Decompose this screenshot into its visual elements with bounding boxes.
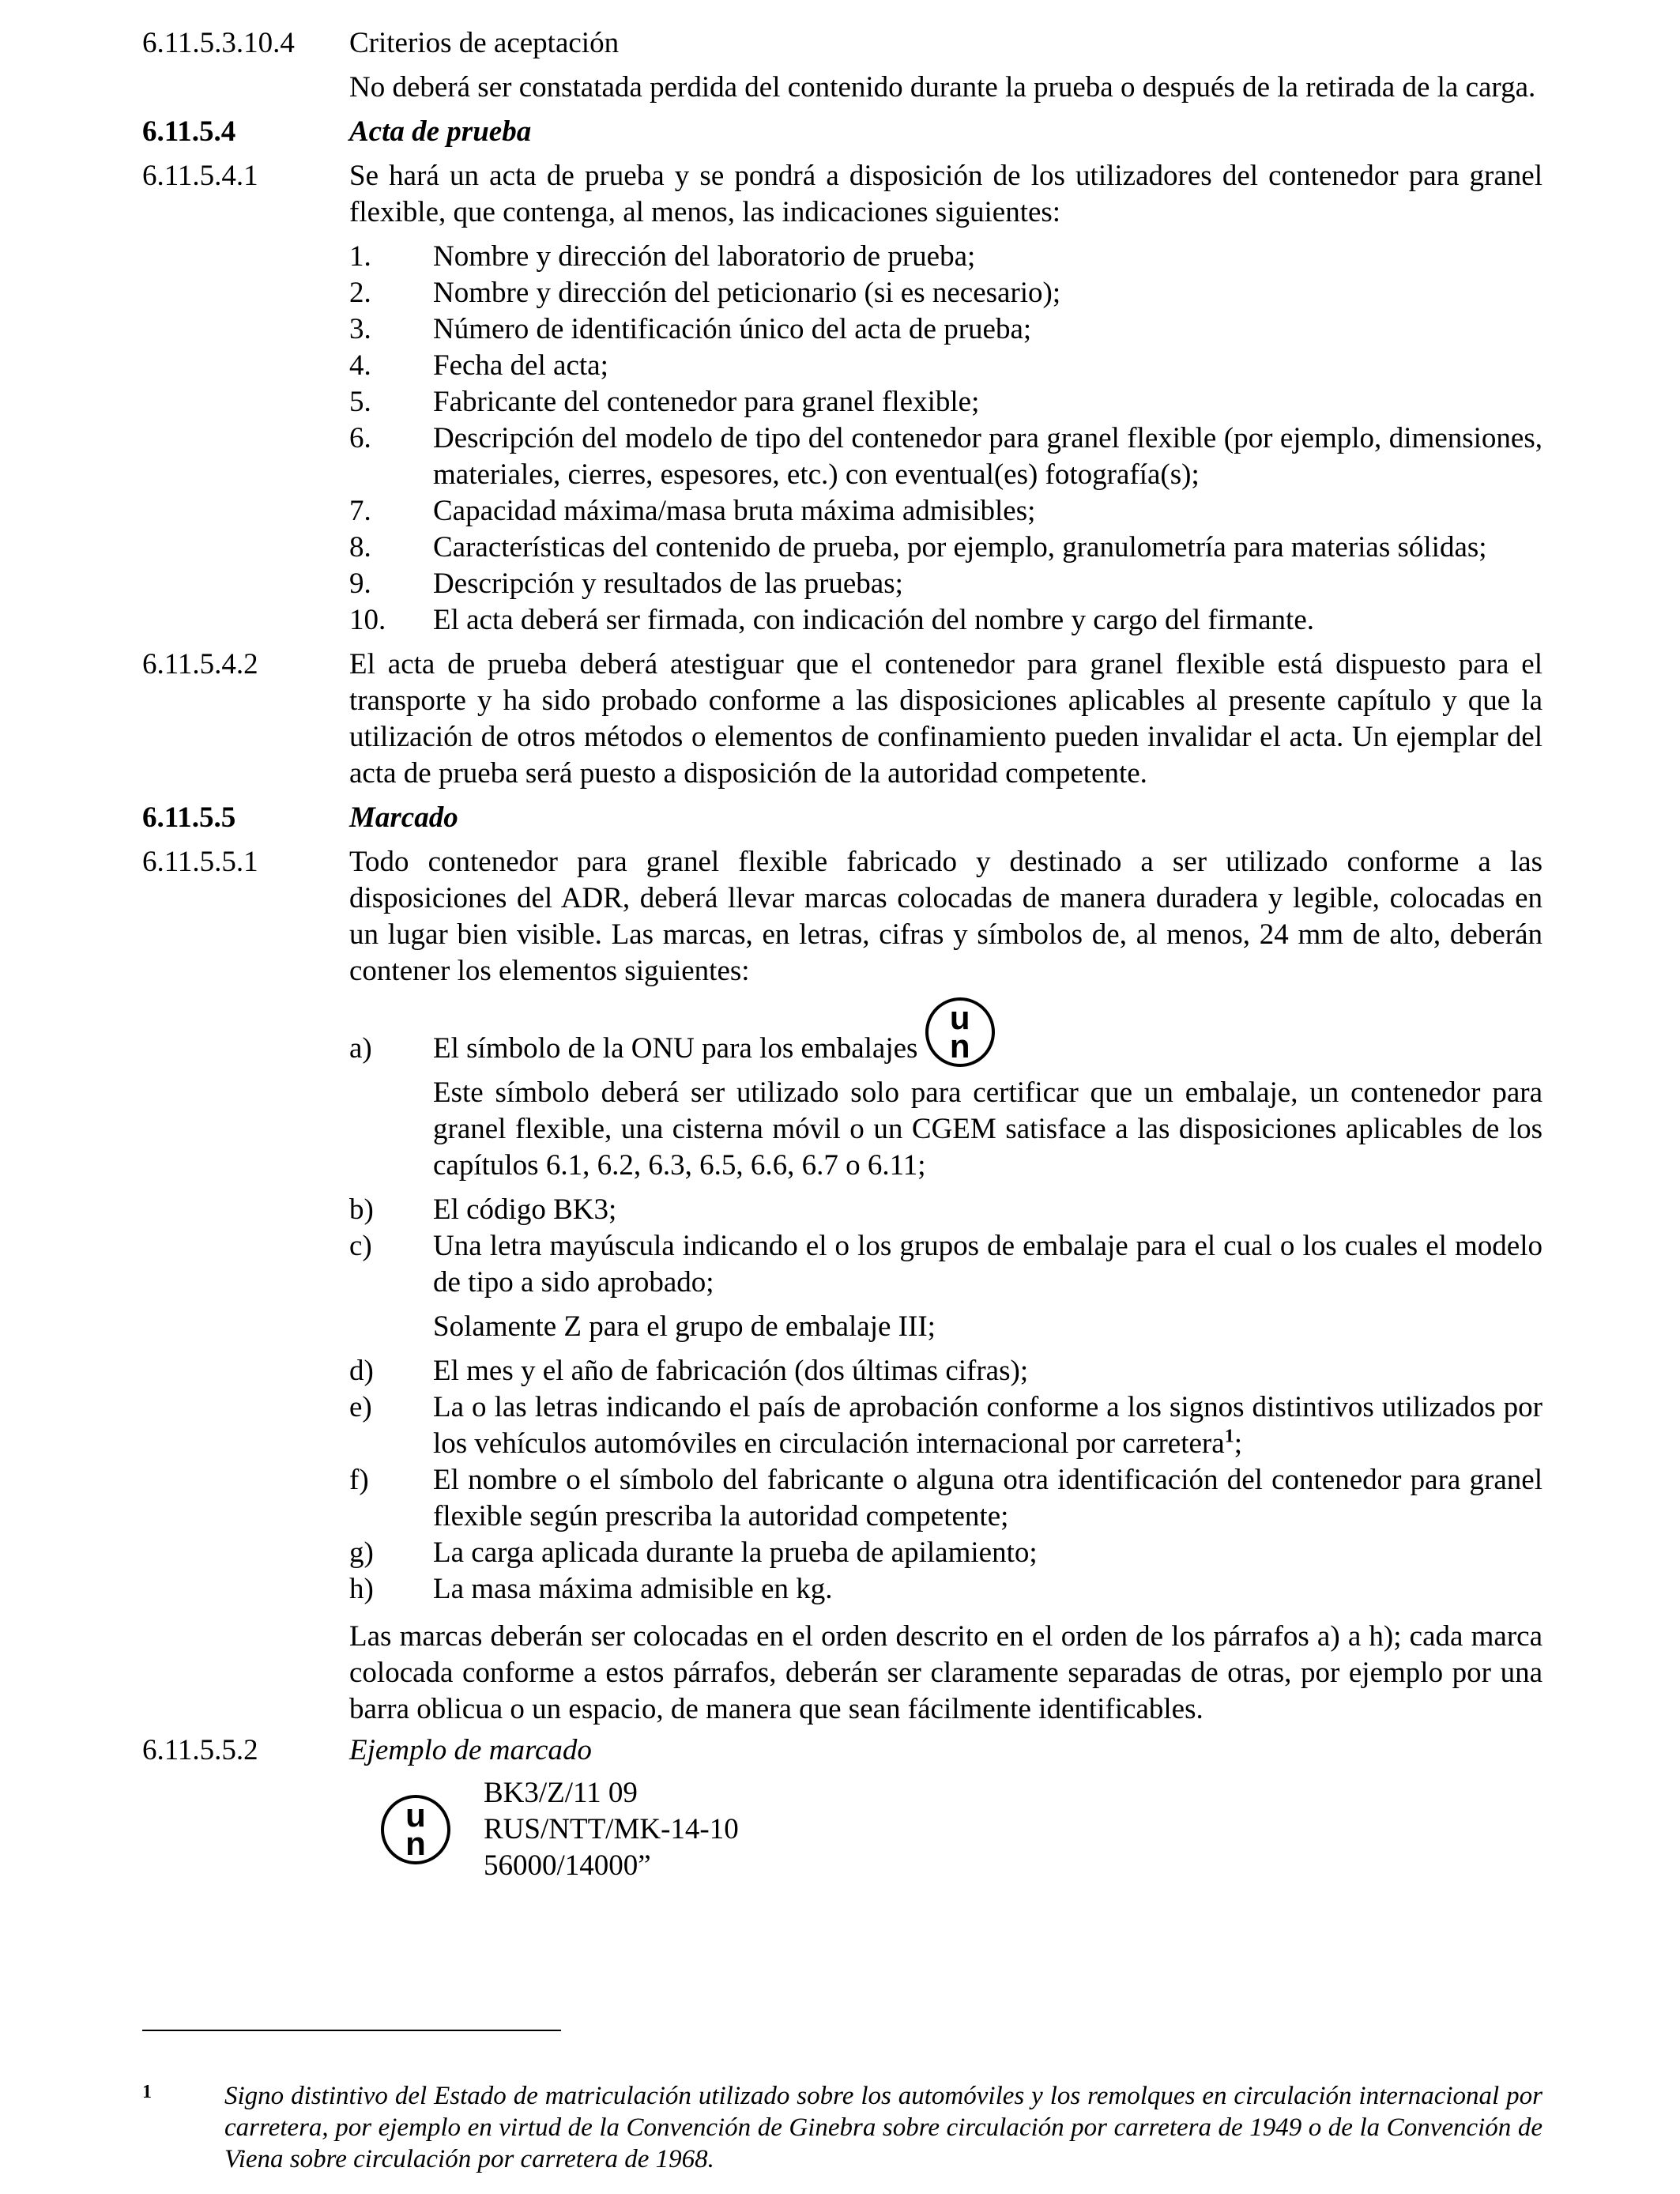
list-item-c-note: Solamente Z para el grupo de embalaje III; bbox=[433, 1310, 936, 1343]
section-6-11-5-4-2 bbox=[142, 647, 1543, 792]
section-6-11-5-3-10-4 bbox=[142, 25, 1543, 106]
footnote bbox=[142, 2080, 1543, 2175]
marking-example bbox=[381, 1775, 1543, 1884]
section-6-11-5-4-1 bbox=[142, 158, 1543, 639]
list-item: 7. Capacidad máxima/masa bruta máxima admisibles; bbox=[349, 495, 1036, 527]
list-item: 8. Características del contenido de prueba, por ejemplo, granulometría para materias sólidas; bbox=[349, 531, 1487, 564]
section-6-11-5-5-2 bbox=[142, 1732, 1543, 1769]
list-item: 10. El acta deberá ser firmada, con indicación del nombre y cargo del firmante. bbox=[349, 604, 1314, 636]
list-item: 4. Fecha del acta; bbox=[349, 349, 608, 382]
list-item-h: h) La masa máxima admisible en kg. bbox=[349, 1573, 833, 1605]
section-number: 6.11.5.5.1 bbox=[142, 846, 258, 878]
section-number: 6.11.5.4.1 bbox=[142, 160, 258, 192]
section-number: 6.11.5.4 bbox=[142, 115, 236, 148]
section-number: 6.11.5.4.2 bbox=[142, 648, 258, 680]
document-page bbox=[142, 25, 1543, 1884]
footnote-divider bbox=[142, 2030, 561, 2031]
section-heading: Criterios de aceptación bbox=[349, 27, 620, 59]
numbered-list bbox=[349, 239, 1543, 639]
section-number: 6.11.5.5 bbox=[142, 801, 236, 834]
list-item-b: b) El código BK3; bbox=[349, 1193, 617, 1226]
list-item: 6. Descripción del modelo de tipo del contenedor para granel flexible (por ejemplo, dimensiones, materiales, cierres, espesores, etc.) con eventual(es) fotografía(s); bbox=[349, 422, 1543, 491]
list-item-e: e) La o las letras indicando el país de aprobación conforme a los signos distintivos utilizados por los vehículos automóviles en circulación internacional por carretera$^1$; bbox=[349, 1391, 1543, 1460]
list-item-f: f) El nombre o el símbolo del fabricante o alguna otra identificación del contenedor para granel flexible según prescriba la autoridad competente; bbox=[349, 1464, 1543, 1532]
section-heading: Acta de prueba bbox=[349, 115, 532, 148]
list-item-c: c) Una letra mayúscula indicando el o los grupos de embalaje para el cual o los cuales el modelo de tipo a sido aprobado; bbox=[349, 1230, 1543, 1299]
section-6-11-5-5 bbox=[142, 800, 1543, 836]
un-symbol-icon: u n bbox=[925, 997, 995, 1067]
paragraph: Las marcas deberán ser colocadas en el orden descrito en el orden de los párrafos a) a h); cada marca colocada conforme a estos párrafos, deberán ser claramente separadas de otras, por ejemplo por una barra oblicua o un espacio, de manera que sean fácilmente identificables. bbox=[349, 1620, 1543, 1725]
list-item: 9. Descripción y resultados de las pruebas; bbox=[349, 567, 903, 600]
section-number: 6.11.5.5.2 bbox=[142, 1734, 258, 1766]
list-item: 3. Número de identificación único del acta de prueba; bbox=[349, 313, 1032, 345]
marking-line: RUS/NTT/MK-14-10 bbox=[484, 1813, 739, 1845]
list-item: 5. Fabricante del contenedor para granel flexible; bbox=[349, 386, 980, 418]
section-heading: Ejemplo de marcado bbox=[349, 1734, 592, 1766]
list-item-a-note: Este símbolo deberá ser utilizado solo para certificar que un embalaje, un contenedor para granel flexible, una cisterna móvil o un CGEM satisface a las disposiciones aplicables de los capítulos 6.1, 6.2, 6.3, 6.5, 6.6, 6.7 o 6.11; bbox=[433, 1076, 1543, 1182]
section-number: 6.11.5.3.10.4 bbox=[142, 27, 295, 59]
footnote-number: 1 bbox=[142, 2082, 152, 2102]
footnote-text: Signo distintivo del Estado de matriculación utilizado sobre los automóviles y los remolques en circulación internacional por carretera, por ejemplo en virtud de la Convención de Ginebra sobre circulación por carretera de 1949 o de la Convención de Viena sobre circulación por carretera de 1968. bbox=[224, 2082, 1543, 2173]
paragraph: No deberá ser constatada perdida del contenido durante la prueba o después de la retirada de la carga. bbox=[349, 71, 1536, 104]
paragraph: Todo contenedor para granel flexible fabricado y destinado a ser utilizado conforme a las disposiciones del ADR, deberá llevar marcas colocadas de manera duradera y legible, colocadas en un lugar bien visible. Las marcas, en letras, cifras y símbolos de, al menos, 24 mm de alto, deberán contener los elementos siguientes: bbox=[349, 846, 1543, 987]
list-item: 2. Nombre y dirección del peticionario (si es necesario); bbox=[349, 277, 1061, 309]
un-symbol-icon: u n bbox=[381, 1795, 450, 1864]
paragraph: Se hará un acta de prueba y se pondrá a disposición de los utilizadores del contenedor para granel flexible, que contenga, al menos, las indicaciones siguientes: bbox=[349, 160, 1543, 228]
marking-line: BK3/Z/11 09 bbox=[484, 1777, 638, 1809]
footnote-reference[interactable]: 1 bbox=[1224, 1426, 1234, 1447]
list-item: 1. Nombre y dirección del laboratorio de prueba; bbox=[349, 240, 976, 273]
marking-line: 56000/14000” bbox=[484, 1849, 651, 1882]
list-item-d: d) El mes y el año de fabricación (dos últimas cifras); bbox=[349, 1355, 1029, 1387]
paragraph: El acta de prueba deberá atestiguar que el contenedor para granel flexible está dispuesto para el transporte y ha sido probado conforme a las disposiciones aplicables al presente capítulo y que la utilización de otros métodos o elementos de confinamiento pueden invalidar el acta. Un ejemplar del acta de prueba será puesto a disposición de la autoridad competente. bbox=[349, 648, 1543, 790]
section-6-11-5-5-1 bbox=[142, 844, 1543, 1728]
list-item-a: a) El símbolo de la ONU para los embalajes u n bbox=[349, 997, 1543, 1067]
marking-lines bbox=[484, 1775, 739, 1884]
section-6-11-5-4 bbox=[142, 114, 1543, 150]
list-item-g: g) La carga aplicada durante la prueba de apilamiento; bbox=[349, 1536, 1038, 1569]
section-heading: Marcado bbox=[349, 801, 458, 834]
